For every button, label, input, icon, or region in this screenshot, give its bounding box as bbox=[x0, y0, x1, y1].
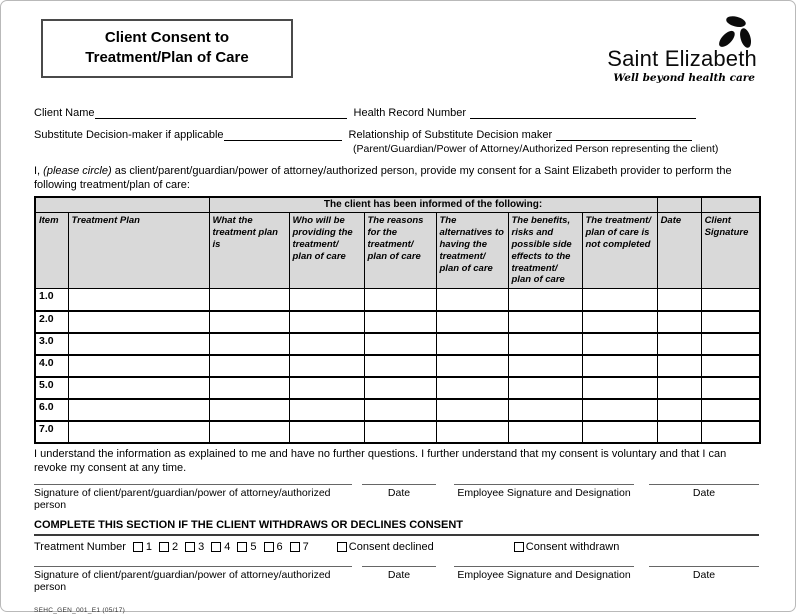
table-cell[interactable] bbox=[508, 289, 582, 311]
consent-declined-label: Consent declined bbox=[348, 541, 434, 554]
table-cell[interactable] bbox=[657, 289, 701, 311]
table-cell[interactable] bbox=[209, 399, 289, 421]
employee-signature-line[interactable]: Employee Signature and Designation bbox=[454, 484, 634, 499]
table-cell[interactable] bbox=[508, 333, 582, 355]
substitute-label: Substitute Decision-maker if applicable bbox=[34, 129, 224, 141]
table-cell[interactable] bbox=[582, 333, 657, 355]
relationship-field[interactable] bbox=[556, 127, 692, 141]
treatment-number-7: 7 bbox=[302, 541, 309, 554]
treatment-number-options bbox=[126, 541, 309, 553]
client-name-field[interactable] bbox=[95, 105, 347, 119]
substitute-row bbox=[34, 127, 757, 141]
banner-spacer-left bbox=[35, 197, 209, 213]
substitute-field[interactable] bbox=[224, 127, 342, 141]
table-cell[interactable] bbox=[364, 355, 436, 377]
table-cell[interactable] bbox=[364, 289, 436, 311]
table-row bbox=[35, 289, 760, 311]
banner-spacer-signature bbox=[701, 197, 760, 213]
withdraw-options-row bbox=[34, 541, 759, 553]
col-header-item: Item bbox=[35, 213, 68, 289]
table-cell[interactable] bbox=[436, 421, 508, 443]
table-cell[interactable] bbox=[289, 311, 364, 333]
signature-row-1 bbox=[34, 484, 759, 511]
table-header-row bbox=[35, 213, 760, 289]
table-row bbox=[35, 399, 760, 421]
consent-table bbox=[34, 196, 761, 444]
table-cell[interactable] bbox=[508, 421, 582, 443]
date-line[interactable]: Date bbox=[649, 566, 759, 581]
form-header bbox=[41, 19, 757, 95]
treatment-number-5: 5 bbox=[250, 541, 257, 554]
intro-please-circle: (please circle) bbox=[43, 165, 112, 177]
table-cell[interactable] bbox=[701, 421, 760, 443]
table-cell[interactable] bbox=[68, 355, 209, 377]
table-cell[interactable] bbox=[289, 377, 364, 399]
date-line[interactable]: Date bbox=[362, 566, 436, 581]
col-header-what: What the treatment plan is bbox=[209, 213, 289, 289]
table-cell[interactable] bbox=[657, 377, 701, 399]
brand-name: Saint Elizabeth bbox=[607, 46, 757, 71]
intro-prefix: I, bbox=[34, 165, 44, 177]
table-cell[interactable] bbox=[508, 311, 582, 333]
table-cell[interactable] bbox=[68, 311, 209, 333]
col-header-benefits-risks: The benefits, risks and possible side effects to the treatment/ plan of care bbox=[508, 213, 582, 289]
consent-intro bbox=[34, 164, 759, 193]
table-banner-row bbox=[35, 197, 760, 213]
col-header-alternatives: The alternatives to having the treatment/ plan of care bbox=[436, 213, 508, 289]
table-banner: The client has been informed of the following: bbox=[209, 197, 657, 213]
table-cell[interactable] bbox=[209, 355, 289, 377]
table-cell[interactable] bbox=[289, 333, 364, 355]
health-record-field[interactable] bbox=[470, 105, 696, 119]
table-cell[interactable] bbox=[508, 377, 582, 399]
table-row bbox=[35, 311, 760, 333]
table-cell[interactable] bbox=[68, 377, 209, 399]
table-cell[interactable] bbox=[436, 289, 508, 311]
intro-suffix: as client/parent/guardian/power of attorney/authorized person, provide my consent for a Saint Elizabeth provider to perform the following treatment/plan of care: bbox=[34, 165, 732, 192]
table-row bbox=[35, 377, 760, 399]
form-title-box bbox=[41, 19, 293, 78]
table-cell[interactable] bbox=[701, 355, 760, 377]
table-cell[interactable] bbox=[209, 377, 289, 399]
consent-withdrawn-label: Consent withdrawn bbox=[525, 541, 620, 554]
item-number: 5.0 bbox=[35, 377, 68, 399]
checkbox-treatment-6[interactable] bbox=[264, 542, 274, 552]
table-cell[interactable] bbox=[582, 289, 657, 311]
item-number: 4.0 bbox=[35, 355, 68, 377]
table-cell[interactable] bbox=[364, 377, 436, 399]
table-cell[interactable] bbox=[68, 399, 209, 421]
table-cell[interactable] bbox=[289, 421, 364, 443]
checkbox-treatment-2[interactable] bbox=[159, 542, 169, 552]
treatment-number-6: 6 bbox=[276, 541, 283, 554]
table-cell[interactable] bbox=[701, 289, 760, 311]
table-cell[interactable] bbox=[508, 399, 582, 421]
table-cell[interactable] bbox=[289, 399, 364, 421]
checkbox-treatment-4[interactable] bbox=[211, 542, 221, 552]
checkbox-treatment-1[interactable] bbox=[133, 542, 143, 552]
table-cell[interactable] bbox=[657, 421, 701, 443]
table-cell[interactable] bbox=[68, 421, 209, 443]
table-cell[interactable] bbox=[436, 399, 508, 421]
health-record-label: Health Record Number bbox=[353, 107, 467, 119]
form-title-line2: Treatment/Plan of Care bbox=[85, 49, 249, 67]
table-cell[interactable] bbox=[436, 311, 508, 333]
table-cell[interactable] bbox=[209, 421, 289, 443]
col-header-client-signature: Client Signature bbox=[701, 213, 760, 289]
table-cell[interactable] bbox=[364, 311, 436, 333]
treatment-number-4: 4 bbox=[224, 541, 231, 554]
treatment-number-label: Treatment Number bbox=[34, 541, 126, 554]
treatment-number-2: 2 bbox=[172, 541, 179, 554]
table-cell[interactable] bbox=[209, 333, 289, 355]
col-header-reasons: The reasons for the treatment/ plan of care bbox=[364, 213, 436, 289]
table-cell[interactable] bbox=[289, 289, 364, 311]
signature-row-2 bbox=[34, 566, 759, 593]
table-cell[interactable] bbox=[582, 311, 657, 333]
item-number: 3.0 bbox=[35, 333, 68, 355]
table-cell[interactable] bbox=[582, 377, 657, 399]
table-cell[interactable] bbox=[436, 377, 508, 399]
table-row bbox=[35, 333, 760, 355]
col-header-treatment-plan: Treatment Plan bbox=[68, 213, 209, 289]
item-number: 6.0 bbox=[35, 399, 68, 421]
table-cell[interactable] bbox=[289, 355, 364, 377]
checkbox-treatment-5[interactable] bbox=[237, 542, 247, 552]
withdraw-section-heading: COMPLETE THIS SECTION IF THE CLIENT WITHDRAWS OR DECLINES CONSENT bbox=[34, 519, 759, 536]
table-cell[interactable] bbox=[436, 355, 508, 377]
table-cell[interactable] bbox=[657, 333, 701, 355]
client-name-row bbox=[34, 105, 757, 119]
table-cell[interactable] bbox=[436, 333, 508, 355]
employee-signature-line[interactable]: Employee Signature and Designation bbox=[454, 566, 634, 581]
table-cell[interactable] bbox=[582, 355, 657, 377]
date-line[interactable]: Date bbox=[649, 484, 759, 499]
table-cell[interactable] bbox=[364, 399, 436, 421]
brand-block bbox=[607, 13, 757, 84]
col-header-who: Who will be providing the treatment/ plan of care bbox=[289, 213, 364, 289]
checkbox-treatment-7[interactable] bbox=[290, 542, 300, 552]
date-line[interactable]: Date bbox=[362, 484, 436, 499]
table-cell[interactable] bbox=[582, 399, 657, 421]
table-cell[interactable] bbox=[508, 355, 582, 377]
table-row bbox=[35, 355, 760, 377]
checkbox-consent-withdrawn[interactable] bbox=[514, 542, 524, 552]
banner-spacer-date bbox=[657, 197, 701, 213]
client-name-label: Client Name bbox=[34, 107, 95, 119]
col-header-date: Date bbox=[657, 213, 701, 289]
checkbox-consent-declined[interactable] bbox=[337, 542, 347, 552]
form-title-line1: Client Consent to bbox=[104, 29, 230, 46]
table-cell[interactable] bbox=[701, 311, 760, 333]
table-cell[interactable] bbox=[701, 377, 760, 399]
client-signature-line[interactable]: Signature of client/parent/guardian/power of attorney/authorized person bbox=[34, 484, 352, 511]
consent-withdrawn-option bbox=[514, 541, 620, 553]
table-cell[interactable] bbox=[364, 333, 436, 355]
table-cell[interactable] bbox=[364, 421, 436, 443]
table-cell[interactable] bbox=[657, 311, 701, 333]
table-cell[interactable] bbox=[582, 421, 657, 443]
table-cell[interactable] bbox=[701, 399, 760, 421]
relationship-note: (Parent/Guardian/Power of Attorney/Authorized Person representing the client) bbox=[353, 143, 719, 155]
item-number: 1.0 bbox=[35, 289, 68, 311]
checkbox-treatment-3[interactable] bbox=[185, 542, 195, 552]
table-cell[interactable] bbox=[68, 289, 209, 311]
client-signature-line[interactable]: Signature of client/parent/guardian/power of attorney/authorized person bbox=[34, 566, 352, 593]
item-number: 7.0 bbox=[35, 421, 68, 443]
treatment-number-1: 1 bbox=[145, 541, 153, 554]
brand-tagline: Well beyond health care bbox=[613, 72, 755, 84]
treatment-number-3: 3 bbox=[198, 541, 205, 554]
relationship-label: Relationship of Substitute Decision maker bbox=[348, 129, 553, 141]
acknowledgement-text: I understand the information as explained to me and have no further questions. I further understand that my consent is voluntary and that I can revoke my consent at any time. bbox=[34, 447, 727, 475]
item-number: 2.0 bbox=[35, 311, 68, 333]
col-header-not-completed: The treatment/ plan of care is not completed bbox=[582, 213, 657, 289]
form-code: SEHC_GEN_001_E1 (05/17) bbox=[34, 607, 126, 614]
table-cell[interactable] bbox=[209, 289, 289, 311]
table-cell[interactable] bbox=[209, 311, 289, 333]
table-cell[interactable] bbox=[657, 355, 701, 377]
table-cell[interactable] bbox=[701, 333, 760, 355]
table-cell[interactable] bbox=[657, 399, 701, 421]
consent-declined-option bbox=[337, 541, 434, 553]
table-cell[interactable] bbox=[68, 333, 209, 355]
table-row bbox=[35, 421, 760, 443]
